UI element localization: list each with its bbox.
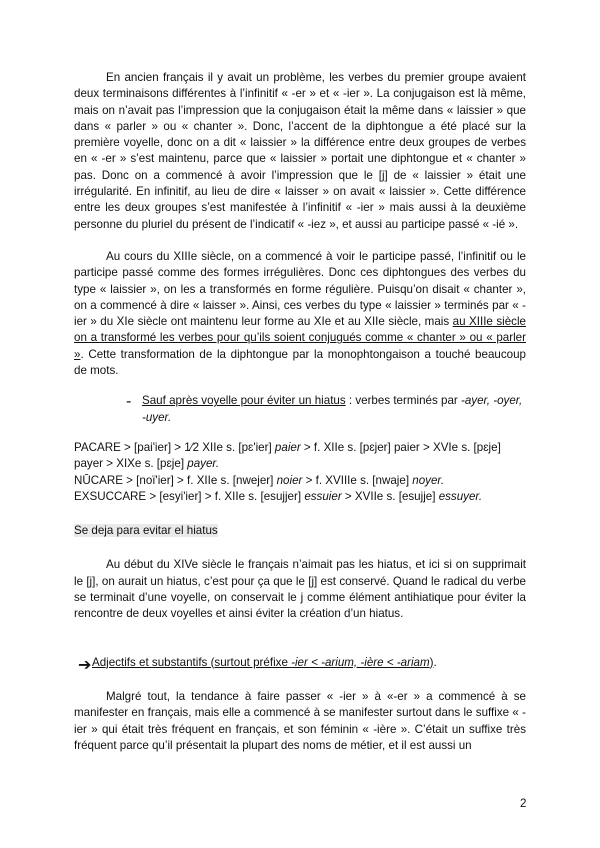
- dash-bullet: -: [126, 393, 132, 411]
- underlined-passage: au XIIIe siècle on a transformé les verbes pour qu’ils soient conjugués comme « chanter » ou « parler »: [74, 315, 526, 361]
- arrow-item-end: .: [433, 655, 437, 669]
- arrow-icon: ➔: [78, 656, 92, 674]
- arrow-item-italic: -ier < -arium, -ière < -ariam: [291, 655, 430, 669]
- bullet-underlined: Sauf après voyelle pour éviter un hiatus: [142, 394, 346, 408]
- document-page: [74, 70, 526, 754]
- etymology-line: EXSUCCARE > [esyi'ier] > f. XIIe s. [esujjer] essuier > XVIIe s. [esujje] essuyer.: [74, 489, 483, 503]
- etymology-line: PACARE > [pai'ier] > 1⁄2 XIIe s. [pɛ'ier] paier > f. XIIe s. [pɛjer] paier > XVIe s. [pɛje] payer > XIXe s. [pɛje] payer.: [74, 440, 501, 471]
- paragraph-text: Au cours du XIIIe siècle, on a commencé à voir le participe passé, l’infinitif ou le participe passé comme des formes irrégulières. Donc ces diphtongues des verbes du type « laissier », on les a transformés en forme régulière. Puisqu’on disait « chanter », on a commencé à dire « laisser ». Ainsi, ces verbes du type « laissier » terminés par « -ier » du XIe siècle ont maintenu leur forme au XIe et au XIIe siècle, mais: [74, 249, 526, 329]
- paragraph-infinitive-endings: En ancien français il y avait un problème, les verbes du premier groupe avaient deux terminaisons différentes à l’infinitif « -er » et « -ier ». La conjugaison est là même, mais on n’avait pas l’impression que la conjugaison était la même dans « laissier » que dans « parler » ou « chanter ». Donc, l’accent de la diphtongue a été placé sur la première voyelle, donc on a dit « laissier » la différence entre deux groupes de verbes en « -er » s’est maintenu, parce que « laissier » portait une diphtongue et « chanter » pas. Donc on a commencé à avoir l’impression que le [j] de « laissier » était une irrégularité. En infinitif, au lieu de dire « laisser » on avait « laissier ». Cette différence entre les deux groupes s’est manifestée à l’infinitif « -ier » mais aussi à la deuxième personne du pluriel du présent de l’indicatif « -iez », et aussi au participe passé « -ié ».: [74, 71, 526, 231]
- paragraph-thirteenth-century: [74, 249, 526, 379]
- bullet-text: : verbes terminés par: [345, 394, 461, 408]
- highlight-line: [74, 523, 526, 539]
- page-number: 2: [520, 797, 527, 810]
- arrow-item-text: Adjectifs et substantifs (surtout préfixe: [92, 655, 292, 669]
- highlighted-note: Se deja para evitar el hiatus: [74, 524, 218, 538]
- paragraph-text: . Cette transformation de la diphtongue par la monophtongaison a touché beaucoup de mots.: [74, 347, 526, 378]
- arrow-item: [74, 655, 526, 674]
- etymology-line: NŪCARE > [noï'ier] > f. XIIe s. [nwejer] noier > f. XVIIIe s. [nwaje] noyer.: [74, 473, 445, 487]
- etymology-list: [74, 440, 526, 505]
- bullet-italic: -ayer, -oyer, -uyer.: [142, 394, 523, 424]
- bullet-hiatus-exception: [74, 393, 526, 426]
- arrow-item-close: ): [429, 655, 434, 669]
- paragraph-suffix: Malgré tout, la tendance à faire passer « -ier » à «-er » a commencé à se manifester en français, mais elle a commencé à se manifester surtout dans le suffixe « -ier » qui était très fréquent en français, et son féminin « -ière ». C’était un suffixe très fréquent parce qu’il présentait la plupart des noms de métier, et il est aussi un: [74, 689, 526, 752]
- paragraph-hiatus: Au début du XIVe siècle le français n’aimait pas les hiatus, et ici si on supprimait le [j], on aurait un hiatus, c’est pour ça que le [j] est conservé. Quand le radical du verbe se terminait d’une voyelle, on conservait le j comme élément antihiatique pour éviter la rencontre de deux voyelles et ainsi éviter la création d’un hiatus.: [74, 558, 526, 621]
